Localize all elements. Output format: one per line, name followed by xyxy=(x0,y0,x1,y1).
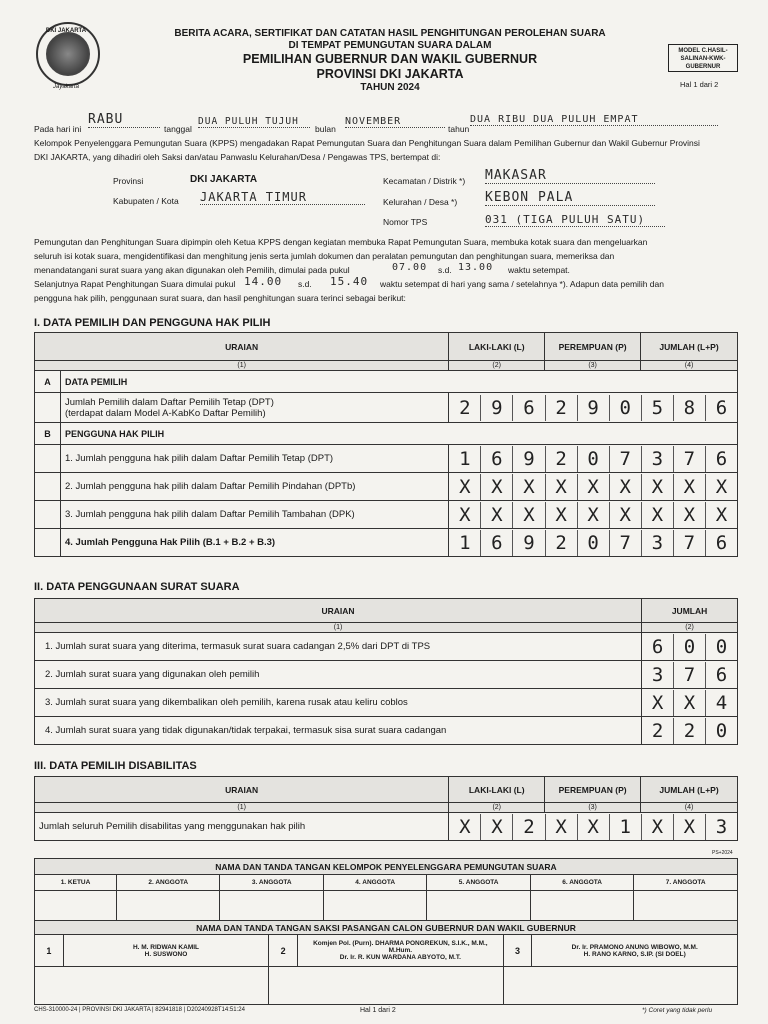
s2-num1: (1) xyxy=(35,623,642,633)
saksi-3-no: 3 xyxy=(503,935,532,967)
s3-num1: (1) xyxy=(35,803,449,813)
kecamatan-label: Kecamatan / Distrik *) xyxy=(383,176,466,186)
footer-mid: Hal 1 dari 2 xyxy=(360,1007,396,1014)
digit-box: 0 xyxy=(705,718,737,744)
footer-right: *) Coret yang tidak perlu xyxy=(642,1007,713,1014)
s2-row1: 1. Jumlah surat suara yang diterima, termasuk surat suara cadangan 2,5% dari DPT di TPS xyxy=(35,633,642,661)
digit-box: 1 xyxy=(609,814,641,840)
tps-label: Nomor TPS xyxy=(383,217,428,227)
saksi-3-name: Dr. Ir. PRAMONO ANUNG WIBOWO, M.M. H. RANO KARNO, S.IP. (SI DOEL) xyxy=(532,935,738,967)
s2-num2: (2) xyxy=(642,623,738,633)
digit-box: 6 xyxy=(651,635,664,658)
digit-box: 9 xyxy=(577,395,609,421)
kpps-role-3: 3. ANGGOTA xyxy=(220,875,323,891)
kpps-sign-4[interactable] xyxy=(323,891,426,923)
section1-table xyxy=(34,332,738,557)
section2-title: II. DATA PENGGUNAAN SURAT SUARA xyxy=(34,581,240,593)
digit-box: X xyxy=(577,814,609,840)
b1-digits xyxy=(449,446,737,472)
s1-a-row2: (terdapat dalam Model A-KabKo Daftar Pemilih) xyxy=(64,407,266,419)
s1-a-title: DATA PEMILIH xyxy=(60,371,737,393)
s1-b-row1: 1. Jumlah pengguna hak pilih dalam Daftar Pemilih Tetap (DPT) xyxy=(60,445,448,473)
sd-label2: s.d. xyxy=(298,279,312,289)
digit-box: 6 xyxy=(705,395,737,421)
digit-box: 2 xyxy=(673,718,705,744)
kpps-title: NAMA DAN TANDA TANGAN KELOMPOK PENYELENGGARA PEMUNGUTAN SUARA xyxy=(35,859,738,875)
hari-value: RABU xyxy=(88,112,160,128)
time-start1: 07.00 xyxy=(392,262,428,273)
digit-box: 2 xyxy=(651,719,664,742)
para-line3-end: waktu setempat. xyxy=(508,265,570,275)
logo-text: DKI JAKARTA xyxy=(45,28,87,34)
s1-num1: (1) xyxy=(35,361,449,371)
digit-box: 2 xyxy=(545,446,577,472)
kelurahan-value: KEBON PALA xyxy=(485,190,655,206)
digit-box: X xyxy=(480,474,512,500)
kpps-signature-table xyxy=(34,858,738,923)
saksi-title: NAMA DAN TANDA TANGAN SAKSI PASANGAN CALON GUBERNUR DAN WAKIL GUBERNUR xyxy=(35,921,738,935)
s1-b-row4: 4. Jumlah Pengguna Hak Pilih (B.1 + B.2 + B.3) xyxy=(60,529,448,557)
digit-box: 3 xyxy=(641,446,673,472)
s1-num4: (4) xyxy=(641,361,738,371)
s1-col-l: LAKI-LAKI (L) xyxy=(449,333,545,361)
digit-box: 4 xyxy=(705,690,737,716)
sd-label1: s.d. xyxy=(438,265,452,275)
digit-box: 1 xyxy=(459,531,471,554)
digit-box: 9 xyxy=(480,395,512,421)
header-line1: BERITA ACARA, SERTIFIKAT DAN CATATAN HASIL PENGHITUNGAN PEROLEHAN SUARA xyxy=(174,28,606,39)
s1-a-row1: Jumlah Pemilih dalam Daftar Pemilih Tetap (DPT) xyxy=(64,396,274,408)
s3-num3: (3) xyxy=(545,803,641,813)
digit-box: 0 xyxy=(577,446,609,472)
intro-label-hari: Pada hari ini xyxy=(34,124,82,134)
kpps-role-5: 5. ANGGOTA xyxy=(427,875,530,891)
tps-value: 031 (TIGA PULUH SATU) xyxy=(485,213,665,227)
section3-title: III. DATA PEMILIH DISABILITAS xyxy=(34,760,197,772)
s3-num4: (4) xyxy=(641,803,738,813)
kabupaten-label: Kabupaten / Kota xyxy=(113,196,179,206)
kelurahan-label: Kelurahan / Desa *) xyxy=(383,197,458,207)
kpps-sign-7[interactable] xyxy=(634,891,738,923)
kpps-role-7: 7. ANGGOTA xyxy=(634,875,738,891)
s2-row4-digits xyxy=(642,718,737,744)
kpps-role-2: 2. ANGGOTA xyxy=(117,875,220,891)
digit-box: 0 xyxy=(609,395,641,421)
footer-left: CHS-310000-24 | PROVINSI DKI JAKARTA | 82941818 | D20240928T14:51:24 xyxy=(34,1007,245,1013)
header-line2: DI TEMPAT PEMUNGUTAN SUARA DALAM xyxy=(288,40,492,51)
digit-box: X xyxy=(641,814,673,840)
time-end2: 15.40 xyxy=(330,275,369,288)
digit-box: X xyxy=(673,502,705,528)
kpps-role-6: 6. ANGGOTA xyxy=(530,875,633,891)
digit-box: X xyxy=(545,474,577,500)
kpps-role-1: 1. KETUA xyxy=(35,875,117,891)
s1-col-uraian: URAIAN xyxy=(35,333,449,361)
digit-box: X xyxy=(705,502,737,528)
kpps-sign-1[interactable] xyxy=(35,891,117,923)
digit-box: X xyxy=(545,814,577,840)
tanggal-value: DUA PULUH TUJUH xyxy=(198,116,310,128)
intro-line3: DKI JAKARTA, yang dihadiri oleh Saksi dan/atau Panwaslu Kelurahan/Desa / Pengawas TPS, bertempat di: xyxy=(34,152,441,162)
digit-box: X xyxy=(545,502,577,528)
digit-box: X xyxy=(480,814,512,840)
s1-a-label: A xyxy=(35,371,61,393)
digit-box: 5 xyxy=(641,395,673,421)
digit-box: 6 xyxy=(705,662,737,688)
digit-box: 6 xyxy=(512,395,544,421)
s1-col-j: JUMLAH (L+P) xyxy=(641,333,738,361)
digit-box: X xyxy=(577,474,609,500)
digit-box: X xyxy=(705,474,737,500)
digit-box: 7 xyxy=(673,662,705,688)
dpt-digits xyxy=(449,395,737,421)
provinsi-value: DKI JAKARTA xyxy=(190,174,258,185)
digit-box: 2 xyxy=(512,814,544,840)
b2-digits xyxy=(449,474,737,500)
s2-row3-digits xyxy=(642,690,737,716)
saksi-2-no: 2 xyxy=(269,935,298,967)
logo-sub: Jayakarta xyxy=(52,84,79,90)
disabilitas-digits xyxy=(449,814,737,840)
emblem-icon xyxy=(46,32,90,76)
digit-box: 3 xyxy=(651,663,664,686)
para-line3: menandatangani surat suara yang akan digunakan oleh Pemilih, dimulai pada pukul xyxy=(34,265,350,275)
bulan-value: NOVEMBER xyxy=(345,116,445,128)
digit-box: X xyxy=(673,474,705,500)
tahun-value: DUA RIBU DUA PULUH EMPAT xyxy=(470,114,718,126)
digit-box: 2 xyxy=(545,530,577,556)
s3-col-uraian: URAIAN xyxy=(35,777,449,803)
digit-box: X xyxy=(459,503,471,526)
saksi-1-sign[interactable] xyxy=(35,967,269,1005)
s2-row2: 2. Jumlah surat suara yang digunakan oleh pemilih xyxy=(35,661,642,689)
digit-box: X xyxy=(609,502,641,528)
s1-b-row2: 2. Jumlah pengguna hak pilih dalam Daftar Pemilih Pindahan (DPTb) xyxy=(60,473,448,501)
digit-box: X xyxy=(512,502,544,528)
digit-box: 9 xyxy=(512,446,544,472)
digit-box: X xyxy=(673,690,705,716)
intro-label-tanggal: tanggal xyxy=(164,124,192,134)
digit-box: 1 xyxy=(459,447,471,470)
b3-digits xyxy=(449,502,737,528)
s3-num2: (2) xyxy=(449,803,545,813)
digit-box: X xyxy=(480,502,512,528)
digit-box: X xyxy=(459,475,471,498)
kecamatan-value: MAKASAR xyxy=(485,168,655,184)
saksi-2-sign[interactable] xyxy=(269,967,503,1005)
time-end1: 13.00 xyxy=(458,262,494,273)
s1-b-row3: 3. Jumlah pengguna hak pilih dalam Daftar Pemilih Tambahan (DPK) xyxy=(60,501,448,529)
digit-box: 7 xyxy=(673,446,705,472)
ps-mark: PS+2024 xyxy=(712,850,733,856)
intro-label-tahun: tahun xyxy=(448,124,470,134)
s1-num2: (2) xyxy=(449,361,545,371)
b4-digits xyxy=(449,530,737,556)
saksi-signature-table xyxy=(34,920,738,1005)
s3-row: Jumlah seluruh Pemilih disabilitas yang menggunakan hak pilih xyxy=(35,813,449,841)
digit-box: 7 xyxy=(609,530,641,556)
s1-b-title: PENGGUNA HAK PILIH xyxy=(60,423,737,445)
digit-box: X xyxy=(651,691,664,714)
s2-col-j: JUMLAH xyxy=(642,599,738,623)
digit-box: 3 xyxy=(705,814,737,840)
digit-box: X xyxy=(512,474,544,500)
para-line4: Selanjutnya Rapat Penghitungan Suara dimulai pukul xyxy=(34,279,236,289)
digit-box: 9 xyxy=(512,530,544,556)
digit-box: X xyxy=(673,814,705,840)
s2-col-uraian: URAIAN xyxy=(35,599,642,623)
digit-box: 7 xyxy=(673,530,705,556)
provinsi-label: Provinsi xyxy=(113,176,144,186)
saksi-1-name: H. M. RIDWAN KAMIL H. SUSWONO xyxy=(63,935,269,967)
section3-table xyxy=(34,776,738,841)
digit-box: 0 xyxy=(577,530,609,556)
saksi-2-name: Komjen Pol. (Purn). DHARMA PONGREKUN, S.I.K., M.M., M.Hum. Dr. Ir. R. KUN WARDANA ABYOTO, M.T. xyxy=(297,935,503,967)
model-box: MODEL C.HASIL-SALINAN-KWK-GUBERNUR xyxy=(668,44,738,72)
digit-box: 2 xyxy=(459,396,471,419)
kpps-sign-6[interactable] xyxy=(530,891,633,923)
digit-box: 6 xyxy=(480,530,512,556)
digit-box: 6 xyxy=(480,446,512,472)
section2-table xyxy=(34,598,738,745)
digit-box: 8 xyxy=(673,395,705,421)
kpps-sign-5[interactable] xyxy=(427,891,530,923)
digit-box: 7 xyxy=(609,446,641,472)
para-line4-end: waktu setempat di hari yang sama / setelahnya *). Adapun data pemilih dan xyxy=(380,279,664,289)
s1-col-p: PEREMPUAN (P) xyxy=(545,333,641,361)
kpps-sign-3[interactable] xyxy=(220,891,323,923)
para-line5: pengguna hak pilih, penggunaan surat suara, dan hasil penghitungan suara terinci sebagai berikut: xyxy=(34,293,406,303)
para-line1: Pemungutan dan Penghitungan Suara dipimpin oleh Ketua KPPS dengan kegiatan membuka Rapat Pemungutan Suara, membuka kotak suara dan mengeluarkan xyxy=(34,237,648,247)
kabupaten-value: JAKARTA TIMUR xyxy=(200,190,365,205)
digit-box: X xyxy=(459,815,471,838)
para-line2: seluruh isi kotak suara, mengidentifikasi dan menghitung jenis serta jumlah dokumen dan peralatan pemungutan dan penghitungan suara, memeriksa dan xyxy=(34,251,615,261)
digit-box: 6 xyxy=(705,530,737,556)
kpps-sign-2[interactable] xyxy=(117,891,220,923)
s2-row3: 3. Jumlah surat suara yang dikembalikan oleh pemilih, karena rusak atau keliru coblos xyxy=(35,689,642,717)
s3-col-l: LAKI-LAKI (L) xyxy=(449,777,545,803)
digit-box: X xyxy=(641,474,673,500)
header-line3: PEMILIHAN GUBERNUR DAN WAKIL GUBERNUR xyxy=(242,52,538,66)
s3-col-j: JUMLAH (L+P) xyxy=(641,777,738,803)
kpps-role-4: 4. ANGGOTA xyxy=(323,875,426,891)
digit-box: 2 xyxy=(545,395,577,421)
digit-box: X xyxy=(641,502,673,528)
page-indicator: Hal 1 dari 2 xyxy=(680,80,719,89)
s2-row1-digits xyxy=(642,634,737,660)
saksi-3-sign[interactable] xyxy=(503,967,737,1005)
digit-box: 0 xyxy=(673,634,705,660)
s1-num3: (3) xyxy=(545,361,641,371)
intro-label-bulan: bulan xyxy=(315,124,336,134)
saksi-1-no: 1 xyxy=(35,935,64,967)
s3-col-p: PEREMPUAN (P) xyxy=(545,777,641,803)
s2-row4: 4. Jumlah surat suara yang tidak digunakan/tidak terpakai, termasuk sisa surat suara cadangan xyxy=(35,717,642,745)
section1-title: I. DATA PEMILIH DAN PENGGUNA HAK PILIH xyxy=(34,317,271,329)
digit-box: X xyxy=(609,474,641,500)
time-start2: 14.00 xyxy=(244,275,283,288)
s2-row2-digits xyxy=(642,662,737,688)
digit-box: X xyxy=(577,502,609,528)
digit-box: 6 xyxy=(705,446,737,472)
digit-box: 0 xyxy=(705,634,737,660)
header-line4: PROVINSI DKI JAKARTA xyxy=(316,67,464,81)
intro-line2: Kelompok Penyelenggara Pemungutan Suara (KPPS) mengadakan Rapat Pemungutan Suara dan Penghitungan Suara dalam Pemilihan Gubernur dan Wakil Gubernur Provinsi xyxy=(34,138,700,148)
header-line5: TAHUN 2024 xyxy=(360,82,420,93)
s1-b-label: B xyxy=(35,423,61,445)
digit-box: 3 xyxy=(641,530,673,556)
